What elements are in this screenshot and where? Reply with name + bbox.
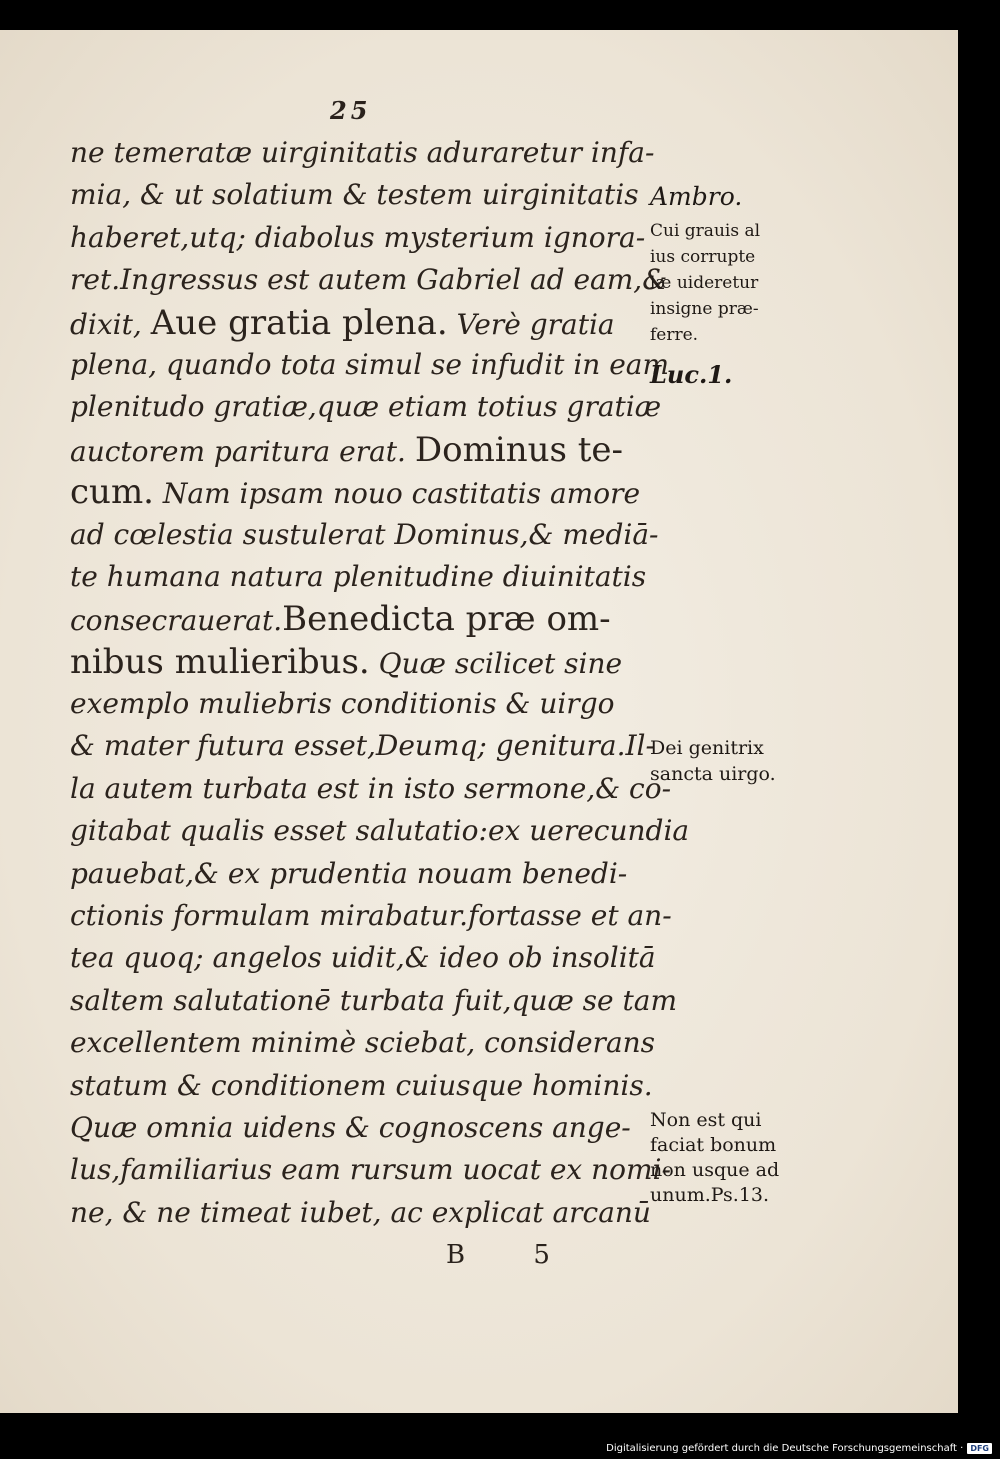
text-line: [70, 514, 659, 556]
margin-note-line: insigne præ-: [650, 299, 759, 319]
text-line: [70, 683, 630, 725]
text-line: [70, 174, 639, 216]
text-line: [70, 1022, 656, 1064]
roman-quotation: Benedicta præ om-: [282, 599, 611, 640]
text-line: [70, 1107, 630, 1149]
text-line: [70, 1149, 671, 1191]
italic-text: exemplo muliebris conditionis & uirgo: [70, 687, 615, 721]
page-number: 25: [330, 96, 372, 125]
text-line: [70, 1065, 653, 1107]
margin-note-line: Non est qui: [650, 1109, 762, 1131]
italic-text: pauebat,& ex prudentia nouam benedi-: [70, 856, 628, 890]
italic-text: la autem turbata est in isto sermone,& co-: [70, 771, 672, 805]
italic-text: dixit,: [70, 307, 151, 341]
roman-quotation: nibus mulieribus.: [70, 641, 370, 682]
dfg-logo: DFG: [967, 1443, 992, 1454]
margin-note-non-est-qui: [650, 1108, 779, 1208]
text-line: [70, 429, 630, 471]
italic-text: Quæ scilicet sine: [369, 646, 623, 680]
italic-text: lus,familiarius eam rursum uocat ex nomi-: [70, 1153, 671, 1187]
italic-text: & mater futura esset,Deumq; genitura.Il-: [70, 729, 655, 763]
text-line: [70, 937, 656, 979]
text-line: [70, 810, 690, 852]
signature-mark: B 5: [446, 1240, 580, 1270]
italic-text: ne, & ne timeat iubet, ac explicat arcanū: [70, 1195, 651, 1229]
italic-text: saltem salutationē turbata fuit,quæ se tam: [70, 983, 678, 1017]
text-line: [70, 980, 678, 1022]
margin-note-line: faciat bonum: [650, 1134, 777, 1156]
italic-text: mia, & ut solatium & testem uirginitatis: [70, 178, 639, 212]
margin-note-line: læ uideretur: [650, 273, 759, 293]
italic-text: excellentem minimè sciebat, considerans: [70, 1026, 656, 1060]
text-line: [70, 1192, 651, 1234]
italic-text: te humana natura plenitudine diuinitatis: [70, 559, 647, 593]
italic-text: ret.Ingressus est autem Gabriel ad eam,&: [70, 263, 668, 297]
text-line: [70, 895, 672, 937]
margin-note-line: Cui grauis al: [650, 221, 761, 241]
italic-text: Quæ omnia uidens & cognoscens ange-: [70, 1110, 631, 1144]
margin-note-line: ferre.: [650, 325, 699, 345]
italic-text: ctionis formulam mirabatur.fortasse et an-: [70, 899, 672, 933]
text-line: [70, 556, 647, 598]
margin-note-line: sancta uirgo.: [650, 763, 776, 785]
text-line: [70, 386, 662, 428]
margin-note-ambro: Ambro.: [650, 182, 743, 211]
text-line: [70, 598, 630, 640]
text-line: [70, 853, 630, 895]
text-line: [70, 259, 668, 301]
text-line: [70, 471, 641, 513]
text-line: [70, 217, 646, 259]
italic-text: Nam ipsam nouo castitatis amore: [154, 477, 641, 511]
italic-text: consecrauerat.: [70, 604, 283, 638]
text-line: [70, 768, 672, 810]
margin-note-cui-grauis: [650, 218, 760, 348]
italic-text: tea quoq; angelos uidit,& ideo ob insolitā: [70, 941, 656, 975]
margin-note-luc: Luc.1.: [650, 360, 733, 389]
italic-text: ne temeratæ uirginitatis aduraretur infa-: [70, 136, 655, 169]
text-line: [70, 302, 630, 344]
roman-quotation: Aue gratia plena.: [150, 302, 448, 343]
margin-note-line: ius corrupte: [650, 247, 756, 267]
credit-text: Digitalisierung gefördert durch die Deutsche Forschungsgemeinschaft ·: [606, 1443, 964, 1454]
italic-text: haberet,utq; diabolus mysterium ignora-: [70, 220, 646, 254]
italic-text: plenitudo gratiæ,quæ etiam totius gratiæ: [70, 390, 662, 424]
italic-text: auctorem paritura erat.: [70, 434, 415, 468]
margin-note-dei-genitrix: [650, 735, 776, 787]
margin-note-line: Dei genitrix: [650, 737, 764, 759]
text-line: [70, 132, 655, 174]
text-line: [70, 641, 630, 683]
text-line: [70, 344, 670, 386]
italic-text: plena, quando tota simul se infudit in eam: [70, 347, 670, 381]
roman-quotation: cum.: [70, 472, 154, 513]
italic-text: ad cœlestia sustulerat Dominus,& mediā-: [70, 517, 659, 551]
italic-text: Verè gratia: [447, 307, 615, 341]
italic-text: gitabat qualis esset salutatio:ex uerecundia: [70, 814, 690, 848]
digitization-credit: [606, 1443, 992, 1454]
roman-quotation: Dominus te-: [414, 429, 624, 470]
margin-note-line: non usque ad: [650, 1159, 780, 1181]
italic-text: statum & conditionem cuiusque hominis.: [70, 1068, 653, 1102]
text-line: [70, 725, 655, 767]
margin-note-line: unum.Ps.13.: [650, 1184, 770, 1206]
